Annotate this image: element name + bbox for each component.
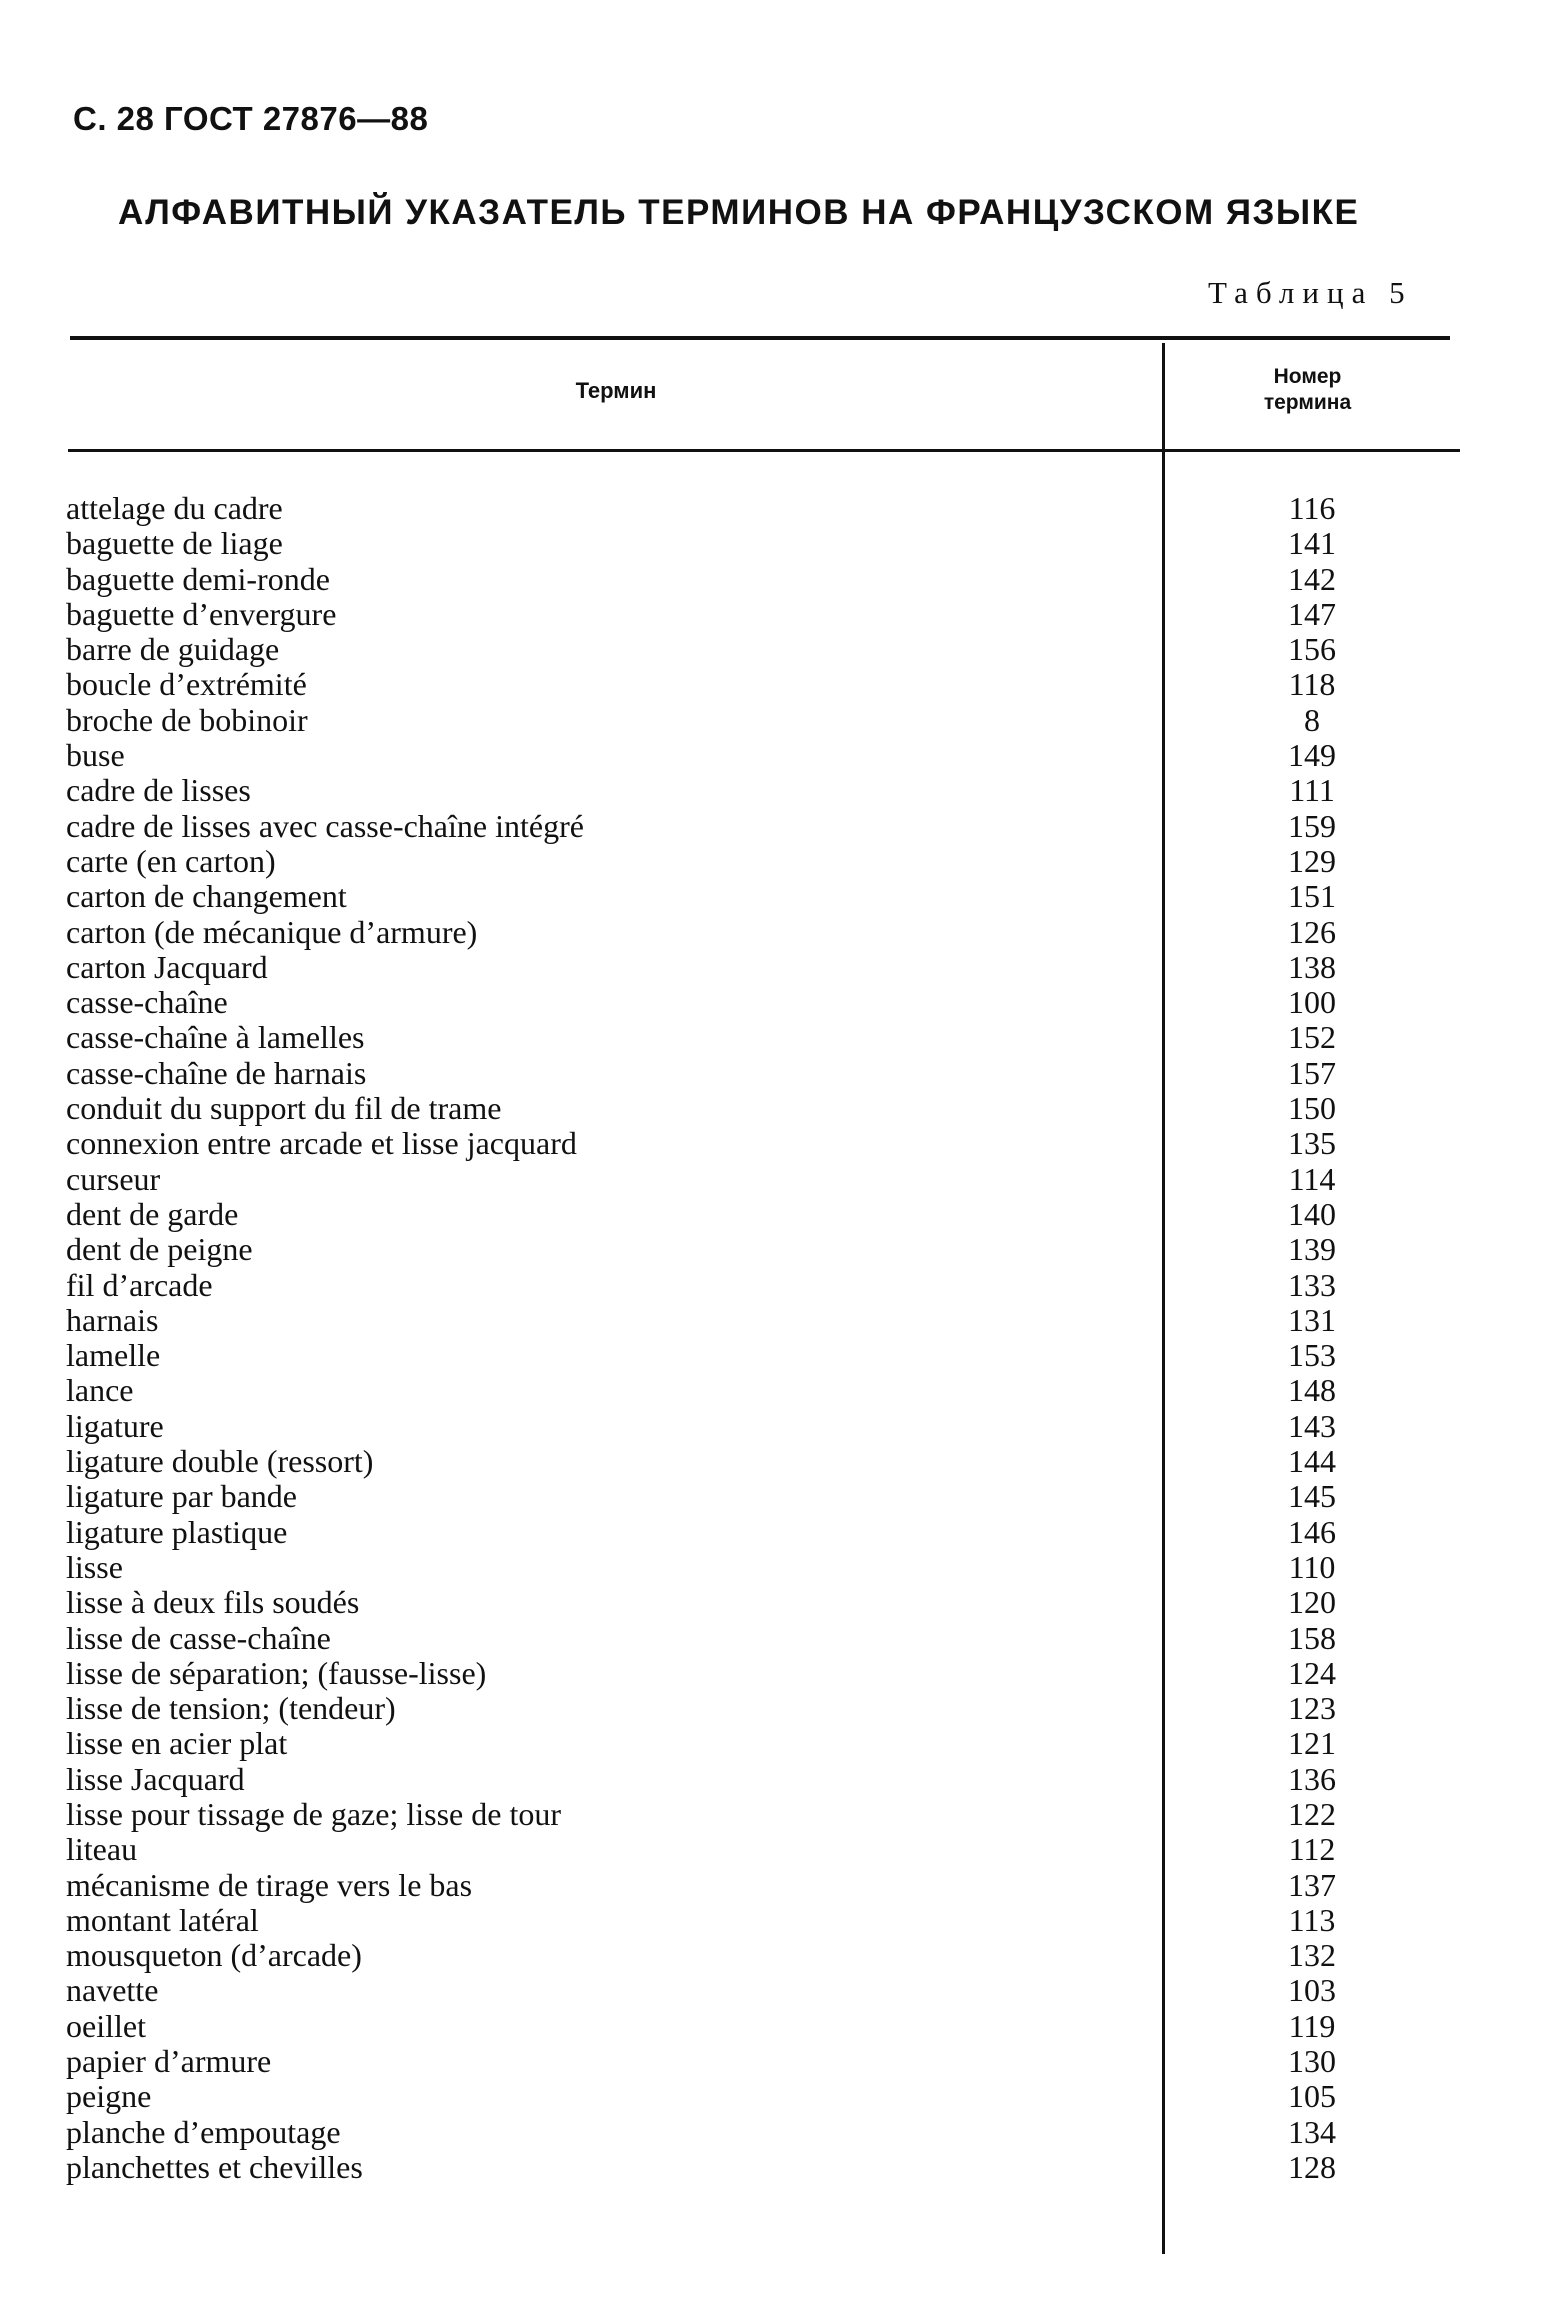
term-cell: ligature par bande xyxy=(66,1478,297,1515)
term-number-cell: 113 xyxy=(1288,1901,1336,1938)
term-number-cell: 133 xyxy=(1288,1266,1336,1303)
term-number-cell: 153 xyxy=(1288,1337,1336,1374)
term-cell: oeillet xyxy=(66,2007,146,2044)
term-cell: lamelle xyxy=(66,1337,161,1374)
term-cell: casse-chaîne de harnais xyxy=(66,1054,367,1091)
term-cell: mécanisme de tirage vers le bas xyxy=(66,1866,473,1903)
term-number-cell: 130 xyxy=(1288,2043,1336,2080)
table-row xyxy=(0,1444,1543,1479)
term-number-cell: 114 xyxy=(1288,1160,1336,1197)
column-header-term: Термин xyxy=(575,378,657,403)
table-row xyxy=(0,1868,1543,1903)
term-number-cell: 135 xyxy=(1288,1125,1336,1162)
table-row xyxy=(0,1162,1543,1197)
term-number-cell: 118 xyxy=(1288,666,1336,703)
term-cell: curseur xyxy=(66,1160,161,1197)
table-row xyxy=(0,526,1543,561)
table-row xyxy=(0,1232,1543,1267)
term-number-cell: 158 xyxy=(1288,1619,1336,1656)
table-row xyxy=(0,950,1543,985)
term-number-cell: 111 xyxy=(1289,772,1335,809)
term-number-cell: 100 xyxy=(1288,984,1336,1021)
term-cell: attelage du cadre xyxy=(66,490,283,526)
table-row xyxy=(0,809,1543,844)
table-row xyxy=(0,2115,1543,2150)
term-cell: lisse en acier plat xyxy=(66,1725,288,1762)
term-number-cell: 147 xyxy=(1288,595,1336,632)
term-cell: casse-chaîne xyxy=(66,984,228,1021)
term-cell: lisse Jacquard xyxy=(66,1760,245,1797)
term-number-cell: 131 xyxy=(1288,1301,1336,1338)
table-row xyxy=(0,1656,1543,1691)
term-number-cell: 110 xyxy=(1288,1548,1336,1585)
table-row xyxy=(0,1726,1543,1761)
term-number-cell: 142 xyxy=(1288,560,1336,597)
term-number-cell: 143 xyxy=(1288,1407,1336,1444)
term-number-cell: 103 xyxy=(1288,1972,1336,2009)
term-number-cell: 141 xyxy=(1288,525,1336,562)
term-number-cell: 139 xyxy=(1288,1231,1336,1268)
term-cell: liteau xyxy=(66,1831,138,1868)
term-cell: carte (en carton) xyxy=(66,842,276,879)
term-cell: ligature xyxy=(66,1407,164,1444)
term-number-cell: 128 xyxy=(1288,2148,1336,2185)
term-number-cell: 159 xyxy=(1288,807,1336,844)
term-cell: carton Jacquard xyxy=(66,948,268,985)
table-row xyxy=(0,1268,1543,1303)
term-number-cell: 122 xyxy=(1288,1795,1336,1832)
table-row xyxy=(0,597,1543,632)
term-number-cell: 126 xyxy=(1288,913,1336,950)
term-cell: lisse pour tissage de gaze; lisse de tour xyxy=(66,1795,561,1832)
table-row xyxy=(0,1585,1543,1620)
table-row xyxy=(0,1056,1543,1091)
column-header-number xyxy=(1165,364,1450,416)
term-cell: casse-chaîne à lamelles xyxy=(66,1019,365,1056)
term-cell: ligature plastique xyxy=(66,1513,288,1550)
table-row xyxy=(0,703,1543,738)
term-cell: carton (de mécanique d’armure) xyxy=(66,913,478,950)
term-cell: connexion entre arcade et lisse jacquard xyxy=(66,1125,577,1162)
column-header-number-line2: термина xyxy=(1263,391,1352,414)
column-header-number-line1: Номер xyxy=(1273,365,1342,388)
term-cell: cadre de lisses xyxy=(66,772,251,809)
table-row xyxy=(0,1938,1543,1973)
table-row xyxy=(0,1515,1543,1550)
term-number-cell: 137 xyxy=(1288,1866,1336,1903)
term-cell: conduit du support du fil de trame xyxy=(66,1090,502,1127)
table-row xyxy=(0,667,1543,702)
table-row xyxy=(0,1973,1543,2008)
table-row xyxy=(0,1832,1543,1867)
term-cell: baguette demi-ronde xyxy=(66,560,330,597)
table-row xyxy=(0,562,1543,597)
term-cell: lisse xyxy=(66,1548,123,1585)
term-number-cell: 150 xyxy=(1288,1090,1336,1127)
term-cell: lisse de séparation; (fausse-lisse) xyxy=(66,1654,487,1691)
page-title: АЛФАВИТНЫЙ УКАЗАТЕЛЬ ТЕРМИНОВ НА ФРАНЦУЗСКОМ ЯЗЫКЕ xyxy=(118,193,1360,232)
page-reference: С. 28 ГОСТ 27876—88 xyxy=(73,100,429,137)
term-cell: planchettes et chevilles xyxy=(66,2148,363,2185)
term-number-cell: 157 xyxy=(1288,1054,1336,1091)
table-row xyxy=(0,1691,1543,1726)
term-number-cell: 124 xyxy=(1288,1654,1336,1691)
table-row xyxy=(0,1797,1543,1832)
term-number-cell: 145 xyxy=(1288,1478,1336,1515)
table-row xyxy=(0,1903,1543,1938)
table-row xyxy=(0,1479,1543,1514)
term-cell: cadre de lisses avec casse-chaîne intégré xyxy=(66,807,584,844)
table-row xyxy=(0,1091,1543,1126)
term-cell: dent de peigne xyxy=(66,1231,253,1268)
term-number-cell: 132 xyxy=(1288,1937,1336,1974)
table-row xyxy=(0,1020,1543,1055)
table-row xyxy=(0,2079,1543,2114)
term-number-cell: 140 xyxy=(1288,1195,1336,1232)
term-cell: dent de garde xyxy=(66,1195,239,1232)
table-row xyxy=(0,2009,1543,2044)
term-number-cell: 112 xyxy=(1288,1831,1336,1868)
term-number-cell: 156 xyxy=(1288,631,1336,668)
term-number-cell: 123 xyxy=(1288,1690,1336,1727)
term-number-cell: 151 xyxy=(1288,878,1336,915)
term-cell: navette xyxy=(66,1972,159,2009)
table-row xyxy=(0,2044,1543,2079)
term-cell: peigne xyxy=(66,2078,152,2115)
table-row xyxy=(0,1621,1543,1656)
table-header-rule xyxy=(68,449,1460,452)
term-number-cell: 105 xyxy=(1288,2078,1336,2115)
table-row xyxy=(0,773,1543,808)
table-top-rule xyxy=(70,336,1450,340)
term-number-cell: 121 xyxy=(1288,1725,1336,1762)
term-number-cell: 119 xyxy=(1288,2007,1336,2044)
table-label: Таблица 5 xyxy=(1208,275,1413,310)
term-number-cell: 120 xyxy=(1288,1584,1336,1621)
term-number-cell: 116 xyxy=(1288,490,1336,526)
term-number-cell: 138 xyxy=(1288,948,1336,985)
term-cell: buse xyxy=(66,737,125,774)
table-row xyxy=(0,1303,1543,1338)
term-number-cell: 129 xyxy=(1288,842,1336,879)
table-row xyxy=(0,1338,1543,1373)
table-row xyxy=(0,1126,1543,1161)
table-row xyxy=(0,844,1543,879)
term-cell: boucle d’extrémité xyxy=(66,666,307,703)
term-cell: lance xyxy=(66,1372,134,1409)
term-number-cell: 152 xyxy=(1288,1019,1336,1056)
term-cell: montant latéral xyxy=(66,1901,259,1938)
term-number-cell: 8 xyxy=(1304,701,1320,738)
table-row xyxy=(0,632,1543,667)
table-row xyxy=(0,1550,1543,1585)
term-cell: broche de bobinoir xyxy=(66,701,308,738)
table-row xyxy=(0,491,1543,526)
table-row xyxy=(0,738,1543,773)
terms-table-body xyxy=(0,491,1543,2185)
term-cell: papier d’armure xyxy=(66,2043,272,2080)
term-cell: barre de guidage xyxy=(66,631,280,668)
table-row xyxy=(0,915,1543,950)
term-cell: planche d’empoutage xyxy=(66,2113,341,2150)
term-cell: harnais xyxy=(66,1301,159,1338)
term-cell: lisse à deux fils soudés xyxy=(66,1584,360,1621)
term-cell: lisse de tension; (tendeur) xyxy=(66,1690,396,1727)
term-cell: ligature double (ressort) xyxy=(66,1443,374,1480)
term-cell: carton de changement xyxy=(66,878,347,915)
term-number-cell: 148 xyxy=(1288,1372,1336,1409)
term-cell: mousqueton (d’arcade) xyxy=(66,1937,362,1974)
table-row xyxy=(0,1409,1543,1444)
term-number-cell: 144 xyxy=(1288,1443,1336,1480)
term-number-cell: 149 xyxy=(1288,737,1336,774)
term-number-cell: 136 xyxy=(1288,1760,1336,1797)
term-cell: baguette de liage xyxy=(66,525,283,562)
table-row xyxy=(0,985,1543,1020)
term-cell: lisse de casse-chaîne xyxy=(66,1619,331,1656)
table-row xyxy=(0,1373,1543,1408)
table-row xyxy=(0,879,1543,914)
table-row xyxy=(0,2150,1543,2185)
term-number-cell: 134 xyxy=(1288,2113,1336,2150)
term-cell: fil d’arcade xyxy=(66,1266,213,1303)
term-number-cell: 146 xyxy=(1288,1513,1336,1550)
term-cell: baguette d’envergure xyxy=(66,595,337,632)
table-row xyxy=(0,1762,1543,1797)
table-row xyxy=(0,1197,1543,1232)
